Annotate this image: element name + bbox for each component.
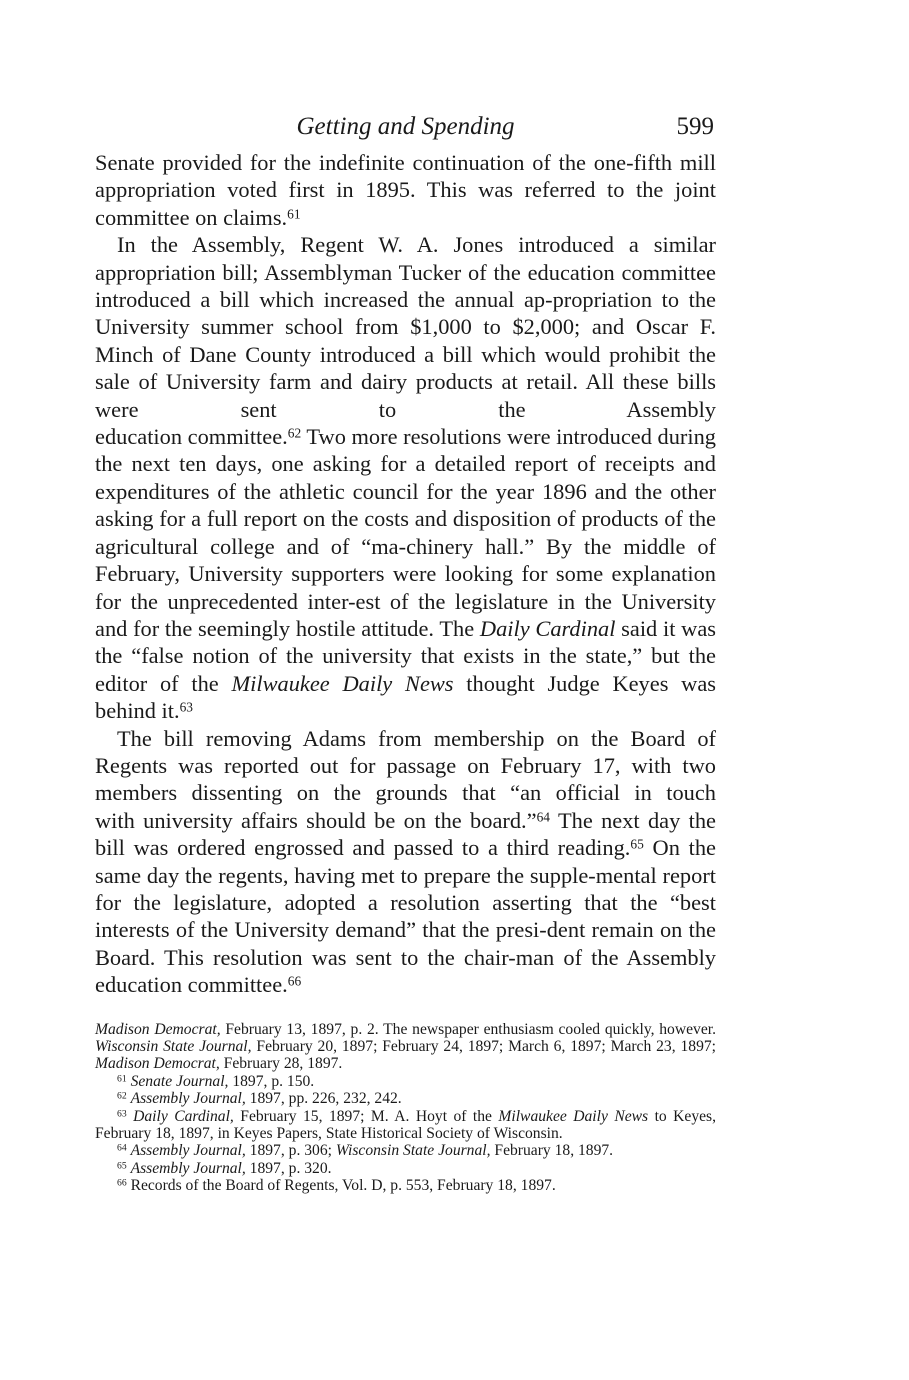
footnote-number: 61	[117, 1073, 127, 1085]
text-line: appropriation bill; Assemblyman Tucker of the education	[95, 259, 615, 285]
footnote-number: 62	[117, 1090, 127, 1102]
text-line: education committee.$^{62}$ Two more resolutions were introduced	[95, 424, 652, 450]
footnote-63: $^{63}$ Daily Cardinal, February 15, 1897; M. A. Hoyt of the Milwaukee Daily News to Keyes, February 18, 1897, in Keyes Papers, State Historical Society of Wisconsin.	[95, 1107, 717, 1143]
footnote-ref: 65	[630, 836, 644, 852]
footnote-number: 66	[117, 1177, 127, 1189]
text-line: products at retail. All these bills were sent to the Assembly	[95, 369, 717, 422]
book-page	[95, 113, 716, 1195]
footnote-ref: 64	[536, 809, 551, 825]
italic-title: Milwaukee Daily News	[231, 670, 454, 696]
text-line: hostile attitude. The	[295, 615, 480, 641]
footnote-number: 63	[117, 1108, 127, 1120]
text-line: with university affairs should be on the board.”$^{64}$ The next day	[95, 807, 681, 833]
text-line: est of the legislature in the University and for the seemingly	[95, 588, 716, 641]
text-line: members dissenting on the grounds that “an official in touch	[95, 780, 716, 806]
text-line: The bill removing Adams from membership on the Board of	[117, 725, 716, 751]
text-line: said it was the “false notion	[95, 615, 716, 669]
footnote-66: $^{66}$ Records of the Board of Regents, Vol. D, p. 553, February 18, 1897.	[117, 1177, 556, 1195]
text-line: thought Judge Keyes was behind it.	[95, 670, 716, 724]
footnote-64: $^{64}$ Assembly Journal, 1897, p. 306; Wisconsin State Journal, February 18, 1897.	[117, 1142, 614, 1160]
text-line: Regents was reported out for passage on February 17, with two	[95, 752, 716, 778]
text-line: propriation to the University summer school from $1,000 to	[95, 287, 717, 340]
footnote-number: 64	[117, 1143, 127, 1155]
text-line: during the next ten days, one asking for a detailed report of	[95, 424, 716, 477]
footnote-ref: 63	[179, 699, 194, 715]
footnote-65: $^{65}$ Assembly Journal, 1897, p. 320.	[117, 1159, 332, 1177]
footnote-number: 65	[117, 1160, 127, 1172]
text-line: the bill was ordered engrossed and passed to a third reading.	[95, 807, 716, 861]
text-line: 1896 and the other asking for a full report on the costs and	[95, 478, 716, 532]
text-line: committee introduced a bill which increased the annual ap-	[95, 259, 716, 313]
paragraph	[95, 725, 716, 999]
text-line: which would prohibit the sale of University farm and dairy	[95, 341, 716, 395]
running-head	[95, 113, 716, 149]
text-line: $2,000; and Oscar F. Minch of Dane County introduced a bill	[95, 314, 716, 367]
paragraph	[95, 149, 716, 231]
text-line: On the same day the regents, having met to prepare the supple-	[95, 835, 716, 888]
running-title: Getting and Spending	[296, 113, 515, 140]
footnote-61: $^{61}$ Senate Journal, 1897, p. 150.	[117, 1072, 315, 1090]
page-number: 599	[676, 113, 714, 140]
text-line: that the “best interests of the University demand” that the presi-	[95, 889, 716, 943]
text-line: man of the Assembly education committee.	[95, 944, 716, 998]
footnote-continued: Madison Democrat, February 13, 1897, p. 2. The newspaper enthusiasm cooled quickly, however. Wisconsin State Journal, February 20, 1897; February 24, 1897; March 6, 1897; March 23, 1897; Madison Democrat, February 28, 1897.	[95, 1020, 716, 1073]
text-line: In the Assembly, Regent W. A. Jones introduced a similar	[117, 232, 716, 258]
footnote-ref: 62	[287, 425, 302, 441]
text-line: Senate provided for the indefinite continuation of the one-fifth	[95, 150, 673, 175]
text-line: chinery hall.” By the middle of February, University supporters	[95, 533, 716, 587]
text-line: mental report for the legislature, adopted a resolution asserting	[95, 862, 716, 915]
body-text	[95, 149, 716, 999]
footnote-ref: 61	[287, 206, 301, 222]
footnote-ref: 66	[287, 973, 302, 989]
text-line: were looking for some explanation for the unprecedented inter-	[95, 561, 716, 614]
text-line: the joint committee on claims.	[95, 177, 716, 230]
text-line: mill appropriation voted first in 1895. This was referred to	[95, 150, 716, 203]
text-line: receipts and expenditures of the athletic council for the year	[95, 451, 716, 504]
text-line: disposition of products of the agricultural college and of “ma-	[95, 506, 716, 559]
footnotes	[95, 1021, 716, 1195]
paragraph	[95, 231, 716, 724]
footnote-62: $^{62}$ Assembly Journal, 1897, pp. 226, 232, 242.	[117, 1090, 402, 1108]
text-line: of the university that exists in the state,” but the editor of the	[95, 643, 716, 696]
italic-title: Daily Cardinal	[479, 615, 616, 641]
text-line: dent remain on the Board. This resolution was sent to the chair-	[95, 917, 716, 970]
